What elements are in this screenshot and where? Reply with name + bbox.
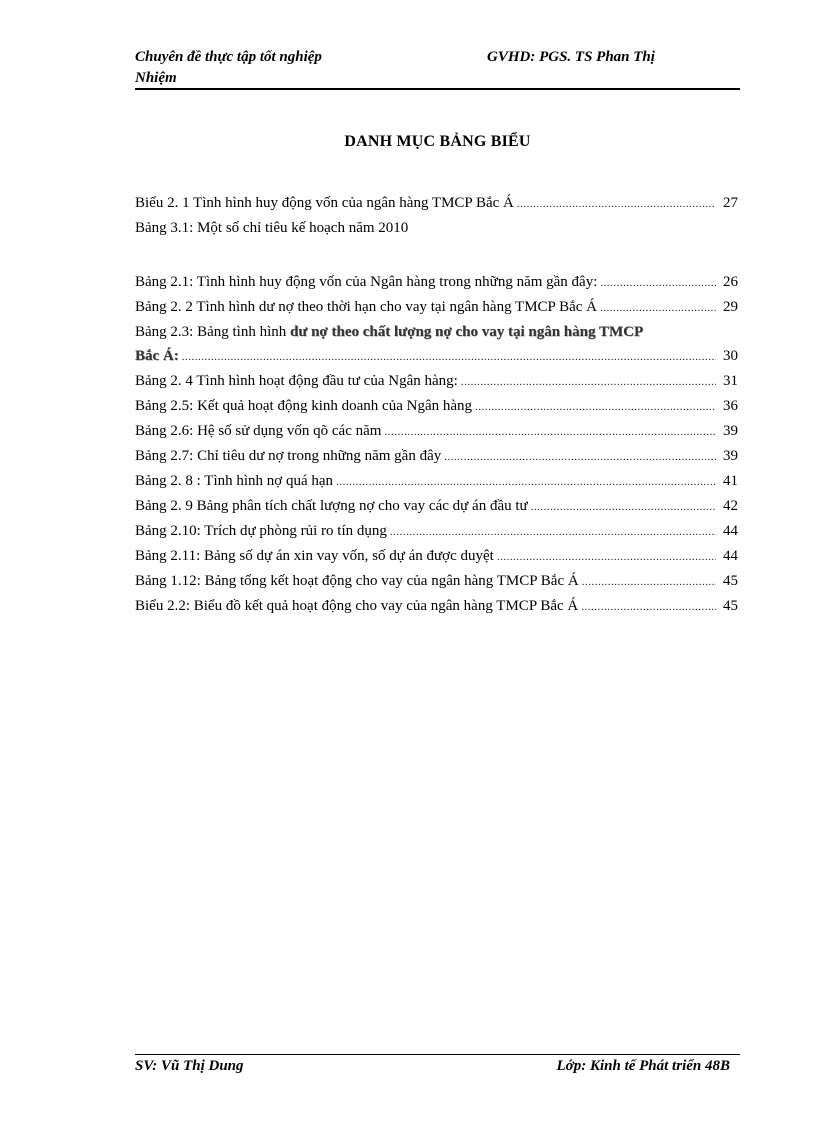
toc-entry-label-part2: dư nợ theo chất lượng nợ cho vay tại ngân hàng TMCP [290,324,644,340]
toc-entry-page: 36 [723,398,738,414]
toc-entry-label: Bảng 2. 2 Tình hình dư nợ theo thời hạn cho vay tại ngân hàng TMCP Bắc Á [135,299,597,315]
table-of-contents [135,192,738,620]
toc-entry-label: Bảng 2. 9 Bảng phân tích chất lượng nợ cho vay các dự án đầu tư [135,498,528,514]
toc-entry-label-line2: Bắc Á: [135,348,179,364]
toc-entry-label: Bảng 2.7: Chỉ tiêu dư nợ trong những năm gần đây [135,448,442,464]
toc-entry-label: Bảng 2.6: Hệ số sử dụng vốn qõ các năm [135,423,382,439]
toc-entry-page: 45 [723,598,738,614]
toc-entry[interactable] [135,570,738,595]
toc-entry-label: Bảng 2.10: Trích dự phòng rủi ro tín dụng [135,523,387,539]
toc-entry[interactable] [135,495,738,520]
toc-entry[interactable] [135,520,738,545]
toc-entry-page: 29 [723,299,738,315]
header-supervisor-name-cont: Nhiệm [135,70,177,86]
toc-leader-dots [582,571,716,593]
toc-entry-page: 44 [723,523,738,539]
toc-leader-dots [600,297,716,319]
header-supervisor: GVHD: PGS. TS Phan Thị [487,49,655,65]
toc-leader-dots [182,346,716,368]
toc-leader-dots [581,596,716,618]
toc-spacer [135,242,738,271]
toc-entry-page: 44 [723,548,738,564]
toc-leader-dots [336,471,716,493]
toc-entry-label: Bảng 1.12: Bảng tổng kết hoạt động cho vay của ngân hàng TMCP Bắc Á [135,573,579,589]
toc-leader-dots [444,446,716,468]
footer-student: SV: Vũ Thị Dung [135,1058,244,1074]
toc-entry-page: 45 [723,573,738,589]
page-footer [135,1054,740,1074]
toc-entry-label: Biểu 2. 1 Tình hình huy động vốn của ngân hàng TMCP Bắc Á [135,195,514,211]
page-title: DANH MỤC BẢNG BIỂU [344,133,531,150]
toc-entry[interactable] [135,321,738,345]
toc-leader-dots [531,496,716,518]
toc-entry[interactable] [135,370,738,395]
toc-entry-page: 41 [723,473,738,489]
header-left [135,47,395,89]
toc-entry[interactable] [135,595,738,620]
toc-entry[interactable] [135,271,738,296]
page-header [135,44,740,90]
toc-entry-page: 39 [723,423,738,439]
toc-entry-page: 27 [723,195,738,211]
toc-entry-page: 31 [723,373,738,389]
toc-entry-label: Bảng 2. 8 : Tình hình nợ quá hạn [135,473,334,489]
toc-entry[interactable] [135,545,738,570]
header-course-title: Chuyên đề thực tập tốt nghiệp [135,49,322,65]
toc-entry[interactable] [135,470,738,495]
toc-entry[interactable] [135,395,738,420]
toc-entry-page: 39 [723,448,738,464]
toc-entry-label: Bảng 2.5: Kết quả hoạt động kinh doanh của Ngân hàng [135,398,473,414]
toc-entry-label-part1: Bảng 2.3: Bảng tình hình [135,324,290,340]
toc-entry-label [135,321,643,343]
toc-entry-label: Bảng 2.1: Tình hình huy động vốn của Ngân hàng trong những năm gần đây: [135,274,598,290]
toc-leader-dots [475,396,716,418]
toc-entry[interactable] [135,296,738,321]
toc-entry[interactable] [135,217,738,242]
toc-entry-continued[interactable] [135,345,738,370]
toc-entry-label: Biểu 2.2: Biểu đồ kết quả hoạt động cho vay của ngân hàng TMCP Bắc Á [135,598,579,614]
toc-entry-page: 30 [723,348,738,364]
toc-leader-dots [390,521,716,543]
toc-leader-dots [461,371,716,393]
toc-leader-dots [517,193,716,215]
toc-entry-label: Bảng 2. 4 Tình hình hoạt động đầu tư của Ngân hàng: [135,373,458,389]
toc-entry[interactable] [135,420,738,445]
toc-entry-label: Bảng 3.1: Một số chỉ tiêu kế hoạch năm 2010 [135,220,409,236]
toc-leader-dots [497,546,716,568]
toc-entry[interactable] [135,445,738,470]
toc-entry-label: Bảng 2.11: Bảng số dự án xin vay vốn, số dự án được duyệt [135,548,494,564]
toc-entry-page: 26 [723,274,738,290]
toc-entry[interactable] [135,192,738,217]
toc-leader-dots [384,421,716,443]
footer-class: Lớp: Kinh tế Phát triển 48B [556,1058,730,1074]
toc-leader-dots [600,272,716,294]
toc-entry-page: 42 [723,498,738,514]
